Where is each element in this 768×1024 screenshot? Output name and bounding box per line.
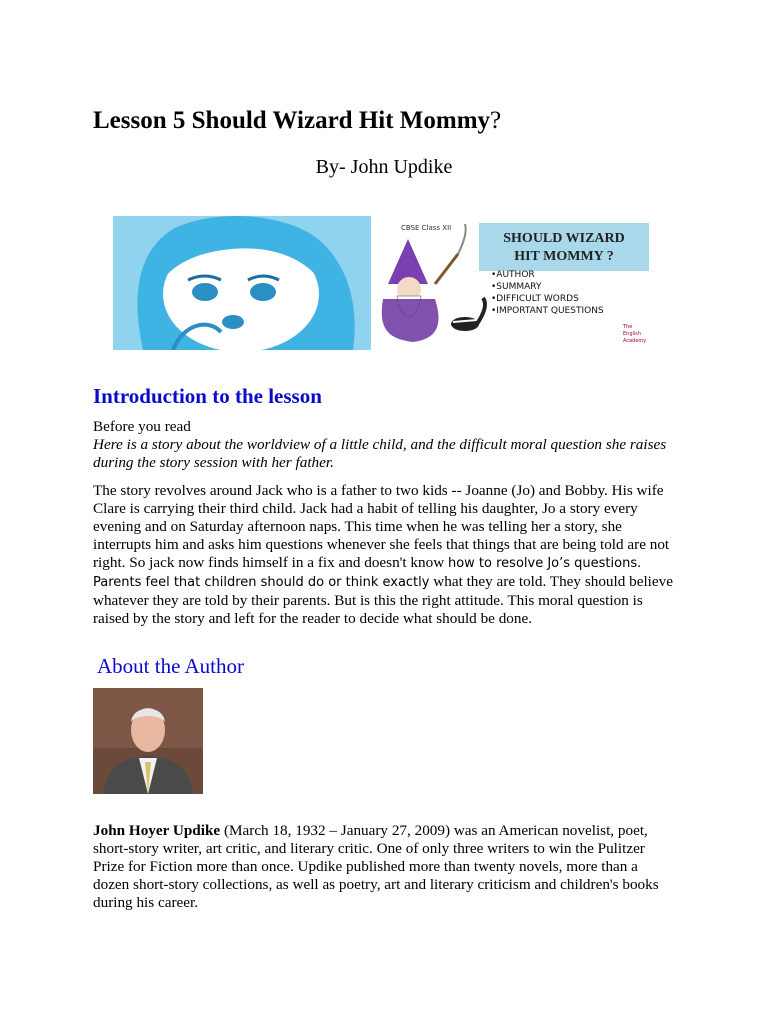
author-photo [93, 688, 203, 794]
banner-title-box [479, 223, 649, 271]
lesson-banner-image [113, 214, 677, 350]
story-text-a: The story revolves around Jack who is a father to two kids -- Joanne (Jo) and Bobby. His wife Clare is carrying their third child. Jack had a habit of telling his daughter, Jo a story every evening and on Saturday afternoon naps. This time when he was telling her a story, she interrupts him and asks him questions whenever she feels that things that are being told are not right. So jack now finds himself in a fix and doesn't know [93, 482, 670, 571]
banner-heading-1: SHOULD WIZARD [503, 231, 625, 246]
banner-tag: CBSE Class XII [401, 224, 452, 232]
introduction-heading: Introduction to the lesson [93, 384, 322, 408]
story-summary-paragraph [93, 482, 673, 628]
banner-heading-2: HIT MOMMY ? [514, 249, 614, 264]
skunk-illustration [451, 298, 485, 331]
title-question-mark: ? [490, 107, 502, 134]
story-text-b: how to resolve Jo’s questions. Parents feel that children should do or think exactly [93, 556, 642, 590]
author-name: John Hoyer Updike [93, 822, 221, 839]
banner-bullet-author: •AUTHOR [491, 270, 535, 280]
story-text-c: what they are told. They should believe whatever they are told by their parents. But is this the right attitude. This moral question is raised by the story and left for the reader to decide what should be done. [93, 573, 673, 627]
banner-bullet-words: •DIFFICULT WORDS [491, 294, 579, 304]
banner-bullet-questions: •IMPORTANT QUESTIONS [491, 306, 604, 316]
banner-credit-1: The [623, 324, 633, 330]
banner-bullet-summary: •SUMMARY [491, 282, 542, 292]
about-author-heading: About the Author [97, 654, 244, 678]
before-you-read-label: Before you read [93, 418, 191, 435]
author-bio-paragraph [93, 822, 673, 912]
author-bio-text: (March 18, 1932 – January 27, 2009) was an American novelist, poet, short-story writer, art critic, and literary critic. One of only three writers to win the Pulitzer Prize for Fiction more than once. Updike published more than twenty novels, more than a dozen short-story collections, as well as poetry, art and literary criticism and children's books during his career. [93, 822, 659, 911]
story-preview-italic: Here is a story about the worldview of a little child, and the difficult moral question she raises during the story session with her father. [93, 436, 667, 471]
page-title [93, 104, 501, 138]
banner-credit-2: English [623, 331, 642, 337]
byline: By- John Updike [315, 156, 453, 178]
banner-credit-3: Academy [623, 338, 647, 344]
title-text: Lesson 5 Should Wizard Hit Mommy [93, 107, 491, 134]
girl-illustration [113, 216, 371, 350]
